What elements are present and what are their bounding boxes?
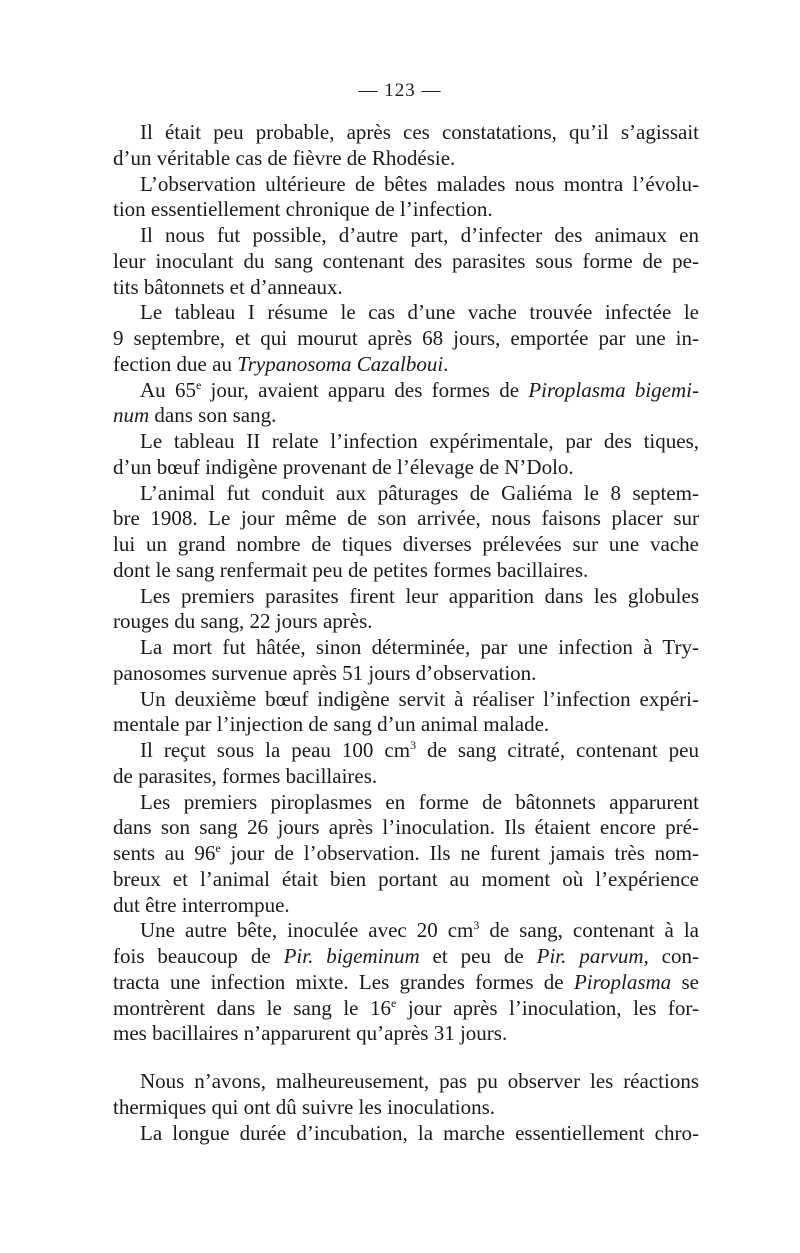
text-line: panosomes survenue après 51 jours d’observation. bbox=[113, 660, 537, 685]
paragraph-gap bbox=[113, 1047, 699, 1069]
text-line: L’observation ultérieure de bêtes malades nous montra l’évolu- bbox=[140, 171, 699, 196]
text-line: dut être interrompue. bbox=[113, 892, 290, 917]
text-line: d’un véritable cas de fièvre de Rhodésie. bbox=[113, 145, 456, 170]
text-line: lui un grand nombre de tiques diverses prélevées sur une vache bbox=[113, 532, 699, 556]
text-line: Un deuxième bœuf indigène servit à réaliser l’infection expéri- bbox=[140, 686, 699, 711]
text-line: mentale par l’injection de sang d’un animal malade. bbox=[113, 712, 550, 737]
text-run: de sang, contenant à la bbox=[479, 918, 699, 943]
text-line bbox=[113, 970, 699, 996]
text-run: se bbox=[671, 969, 699, 994]
text-line: L’animal fut conduit aux pâturages de Galiéma le 8 septem- bbox=[140, 480, 699, 505]
italic-term: Piroplasma bigemi- bbox=[528, 377, 699, 402]
text-run: jour après l’inoculation, les for- bbox=[396, 995, 699, 1020]
text-line: Le tableau I résume le cas d’une vache trouvée infectée le bbox=[140, 300, 699, 325]
text-line: thermiques qui ont dû suivre les inoculations. bbox=[113, 1094, 496, 1119]
text-line bbox=[113, 944, 699, 970]
body-text bbox=[113, 120, 699, 1146]
text-line: dans son sang 26 jours après l’inoculation. Ils étaient encore pré- bbox=[113, 815, 699, 840]
text-line: La mort fut hâtée, sinon déterminée, par une infection à Try- bbox=[140, 635, 699, 659]
text-line: Il était peu probable, après ces constatations, qu’il s’agissait bbox=[140, 120, 699, 144]
text-line: tion essentiellement chronique de l’infection. bbox=[113, 197, 493, 222]
text-run: Au 65 bbox=[140, 377, 196, 402]
text-line: 9 septembre, et qui mourut après 68 jours, emportée par une in- bbox=[113, 326, 699, 350]
text-run: dans son sang. bbox=[149, 403, 277, 428]
text-line bbox=[113, 403, 699, 429]
text-run: Il reçut sous la peau 100 cm bbox=[140, 738, 411, 762]
text-line bbox=[113, 841, 699, 867]
superscript: 3 bbox=[410, 738, 417, 752]
text-run: jour de l’observation. Ils ne furent jamais très nom- bbox=[220, 841, 699, 865]
text-line: rouges du sang, 22 jours après. bbox=[113, 609, 373, 634]
text-line bbox=[113, 378, 699, 404]
text-run: sents au 96 bbox=[113, 841, 216, 865]
text-line: dont le sang renfermait peu de petites formes bacillaires. bbox=[113, 557, 589, 582]
italic-term: Pir. parvum, bbox=[536, 944, 649, 968]
text-line: Les premiers piroplasmes en forme de bâtonnets apparurent bbox=[140, 789, 699, 814]
superscript: 3 bbox=[473, 918, 480, 933]
text-line: Nous n’avons, malheureusement, pas pu observer les réactions bbox=[140, 1069, 699, 1093]
text-line: de parasites, formes bacillaires. bbox=[113, 763, 378, 788]
text-run: jour, avaient apparu des formes de bbox=[201, 377, 529, 402]
text-run: con- bbox=[648, 944, 699, 968]
text-run: montrèrent dans le sang le 16 bbox=[113, 995, 391, 1020]
italic-term: Piroplasma bbox=[573, 969, 672, 994]
italic-term: num bbox=[113, 403, 150, 428]
text-line: d’un bœuf indigène provenant de l’élevage de N’Dolo. bbox=[113, 454, 574, 479]
text-line bbox=[113, 352, 699, 378]
text-line bbox=[113, 738, 699, 764]
text-line: breux et l’animal était bien portant au moment où l’expérience bbox=[113, 866, 699, 891]
text-line: mes bacillaires n’apparurent qu’après 31 jours. bbox=[113, 1021, 508, 1046]
text-line: tits bâtonnets et d’anneaux. bbox=[113, 274, 343, 299]
italic-term: Trypanosoma Cazalboui bbox=[237, 351, 444, 376]
text-run: tracta une infection mixte. Les grandes formes de bbox=[113, 969, 574, 994]
text-run: et peu de bbox=[419, 944, 537, 968]
superscript: e bbox=[391, 995, 397, 1010]
text-run: fection due au bbox=[113, 351, 238, 376]
page-number: — 123 — bbox=[358, 80, 442, 101]
text-run: de sang citraté, contenant peu bbox=[416, 738, 700, 762]
text-line: Les premiers parasites firent leur apparition dans les globules bbox=[140, 583, 699, 608]
text-line: Le tableau II relate l’infection expérimentale, par des tiques, bbox=[140, 429, 699, 453]
text-line: La longue durée d’incubation, la marche essentiellement chro- bbox=[140, 1120, 699, 1145]
text-line: Il nous fut possible, d’autre part, d’infecter des animaux en bbox=[140, 223, 699, 247]
italic-term: Pir. bigeminum bbox=[283, 944, 420, 968]
text-line: leur inoculant du sang contenant des parasites sous forme de pe- bbox=[113, 248, 699, 273]
superscript: e bbox=[195, 377, 202, 392]
text-line bbox=[113, 996, 699, 1022]
text-run: . bbox=[443, 351, 449, 376]
superscript: e bbox=[215, 841, 221, 855]
text-run: fois beaucoup de bbox=[113, 944, 284, 968]
text-line bbox=[113, 918, 699, 944]
text-line: bre 1908. Le jour même de son arrivée, nous faisons placer sur bbox=[113, 506, 699, 531]
text-run: Une autre bête, inoculée avec 20 cm bbox=[140, 918, 474, 943]
